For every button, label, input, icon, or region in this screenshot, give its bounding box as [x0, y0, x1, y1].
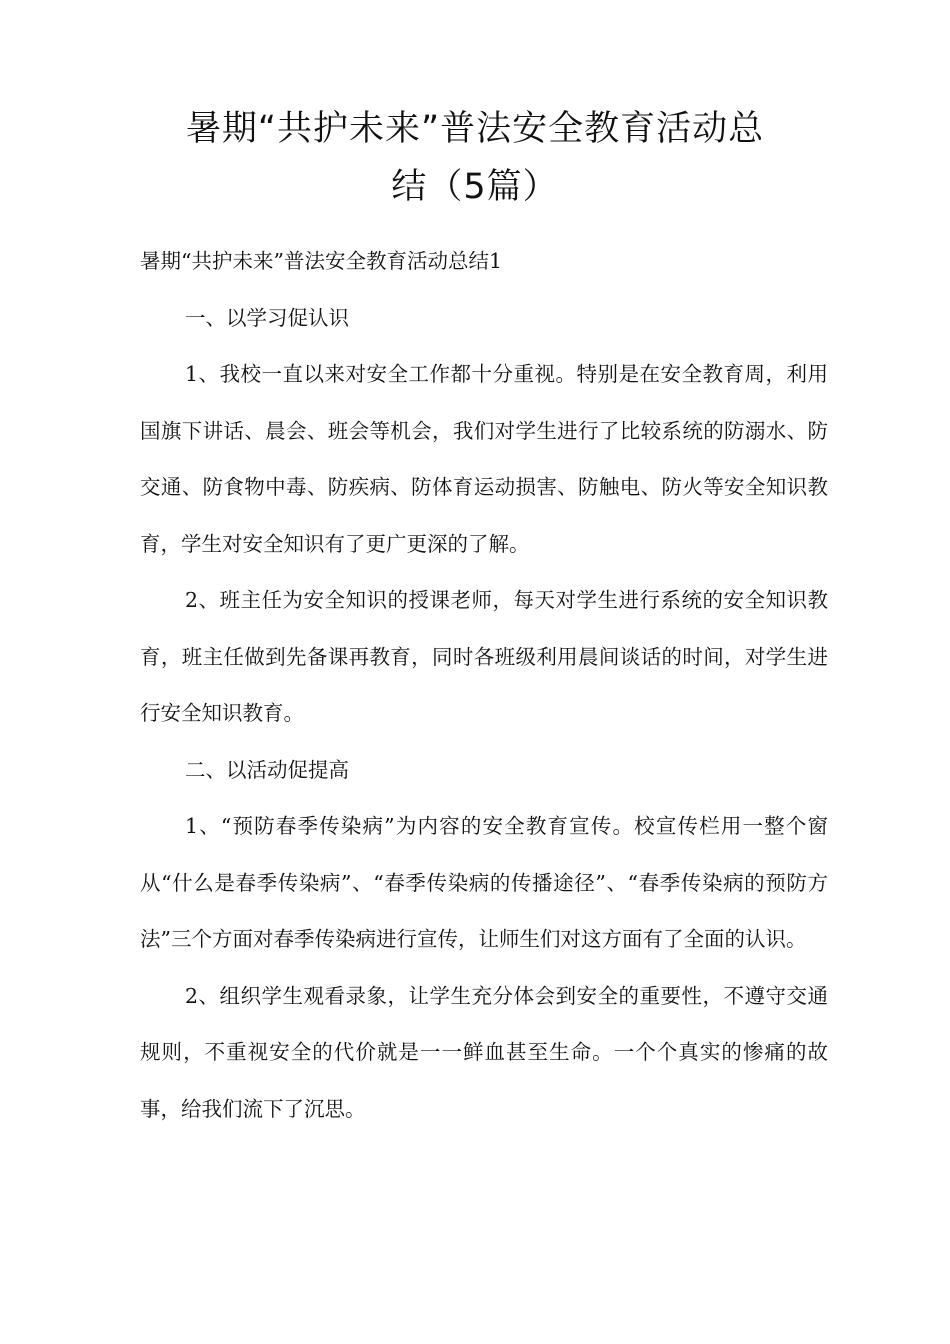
document-body — [140, 233, 828, 1137]
paragraph-video-watching: 2、组织学生观看录象，让学生充分体会到安全的重要性，不遵守交通规则，不重视安全的代价就是一一鲜血甚至生命。一个个真实的惨痛的故事，给我们流下了沉思。 — [140, 983, 828, 1121]
heading-activities: 二、以活动促提高 — [185, 757, 349, 782]
paragraph-safety-week: 1、我校一直以来对安全工作都十分重视。特别是在安全教育周，利用国旗下讲话、晨会、班会等机会，我们对学生进行了比较系统的防溺水、防交通、防食物中毒、防疾病、防体育运动损害、防触电、防火等安全知识教育，学生对安全知识有了更广更深的了解。 — [140, 362, 828, 556]
paragraph-disease-prevention: 1、“预防春季传染病”为内容的安全教育宣传。校宣传栏用一整个窗从“什么是春季传染病”、“春季传染病的传播途径”、“春季传染病的预防方法”三个方面对春季传染病进行宣传，让师生们对这方面有了全面的认识。 — [140, 814, 828, 951]
title-line-1: 暑期“共护未来”普法安全教育活动总 — [185, 109, 765, 149]
title-line-2: 结（5篇） — [391, 167, 559, 207]
heading-learning: 一、以学习促认识 — [185, 305, 349, 330]
section-subtitle: 暑期“共护未来”普法安全教育活动总结1 — [140, 249, 503, 273]
paragraph-class-teacher: 2、班主任为安全知识的授课老师，每天对学生进行系统的安全知识教育，班主任做到先备课再教育，同时各班级利用晨间谈话的时间，对学生进行安全知识教育。 — [140, 588, 828, 725]
document-title — [120, 100, 830, 216]
